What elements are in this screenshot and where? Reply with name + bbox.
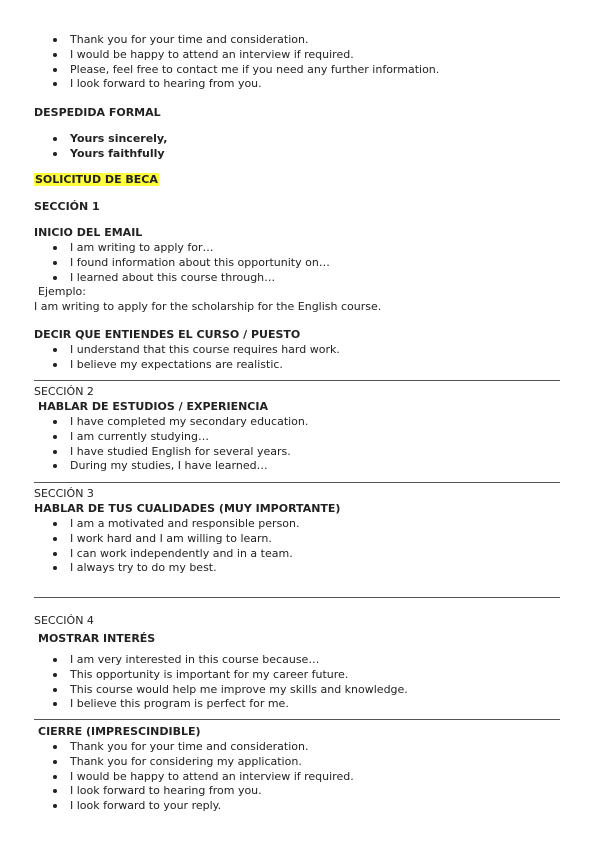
list-item: I am currently studying… — [0, 430, 308, 445]
list-item: I found information about this opportunity on… — [0, 256, 330, 271]
list-item: I look forward to your reply. — [0, 799, 354, 814]
ejemplo-label: Ejemplo: — [38, 285, 86, 298]
highlighted-title: SOLICITUD DE BECA — [35, 173, 158, 186]
divider — [34, 719, 560, 720]
cierre-list — [0, 740, 354, 814]
solicitud-title — [34, 173, 159, 187]
ejemplo-text: I am writing to apply for the scholarship for the English course. — [34, 300, 382, 313]
seccion-3-subheading: HABLAR DE TUS CUALIDADES (MUY IMPORTANTE) — [34, 502, 341, 515]
list-item: I can work independently and in a team. — [0, 547, 300, 562]
list-item: Thank you for your time and consideration. — [0, 740, 354, 755]
inicio-heading: INICIO DEL EMAIL — [34, 226, 143, 239]
intro-list — [0, 33, 439, 92]
seccion-1-heading: SECCIÓN 1 — [34, 200, 100, 213]
list-item: I look forward to hearing from you. — [0, 784, 354, 799]
seccion-2-heading: SECCIÓN 2 — [34, 385, 94, 398]
list-item: I work hard and I am willing to learn. — [0, 532, 300, 547]
list-item: Yours faithfully — [0, 147, 167, 162]
seccion-2-subheading: HABLAR DE ESTUDIOS / EXPERIENCIA — [38, 400, 268, 413]
list-item: I learned about this course through… — [0, 271, 330, 286]
seccion-3-list — [0, 517, 300, 576]
list-item: Thank you for your time and consideration. — [0, 33, 439, 48]
list-item: I would be happy to attend an interview if required. — [0, 48, 439, 63]
decir-list — [0, 343, 340, 373]
decir-heading: DECIR QUE ENTIENDES EL CURSO / PUESTO — [34, 328, 301, 341]
list-item: This opportunity is important for my career future. — [0, 668, 408, 683]
list-item: Yours sincerely, — [0, 132, 167, 147]
list-item: I am a motivated and responsible person. — [0, 517, 300, 532]
list-item: I always try to do my best. — [0, 561, 300, 576]
cierre-heading: CIERRE (IMPRESCINDIBLE) — [38, 725, 201, 738]
list-item: I believe this program is perfect for me. — [0, 697, 408, 712]
divider — [34, 380, 560, 381]
list-item: I have studied English for several years. — [0, 445, 308, 460]
list-item: I have completed my secondary education. — [0, 415, 308, 430]
list-item: I am writing to apply for… — [0, 241, 330, 256]
list-item: During my studies, I have learned… — [0, 459, 308, 474]
despedida-heading: DESPEDIDA FORMAL — [34, 106, 161, 119]
list-item: Thank you for considering my application. — [0, 755, 354, 770]
divider — [34, 597, 560, 598]
divider — [34, 482, 560, 483]
list-item: I understand that this course requires hard work. — [0, 343, 340, 358]
seccion-4-list — [0, 653, 408, 712]
list-item: I would be happy to attend an interview if required. — [0, 770, 354, 785]
despedida-list — [0, 132, 167, 162]
list-item: Please, feel free to contact me if you need any further information. — [0, 63, 439, 78]
list-item: I look forward to hearing from you. — [0, 77, 439, 92]
seccion-2-list — [0, 415, 308, 474]
seccion-4-subheading: MOSTRAR INTERÉS — [38, 632, 156, 645]
seccion-4-heading: SECCIÓN 4 — [34, 614, 94, 627]
list-item: I believe my expectations are realistic. — [0, 358, 340, 373]
inicio-list — [0, 241, 330, 285]
seccion-3-heading: SECCIÓN 3 — [34, 487, 94, 500]
list-item: I am very interested in this course because… — [0, 653, 408, 668]
list-item: This course would help me improve my skills and knowledge. — [0, 683, 408, 698]
